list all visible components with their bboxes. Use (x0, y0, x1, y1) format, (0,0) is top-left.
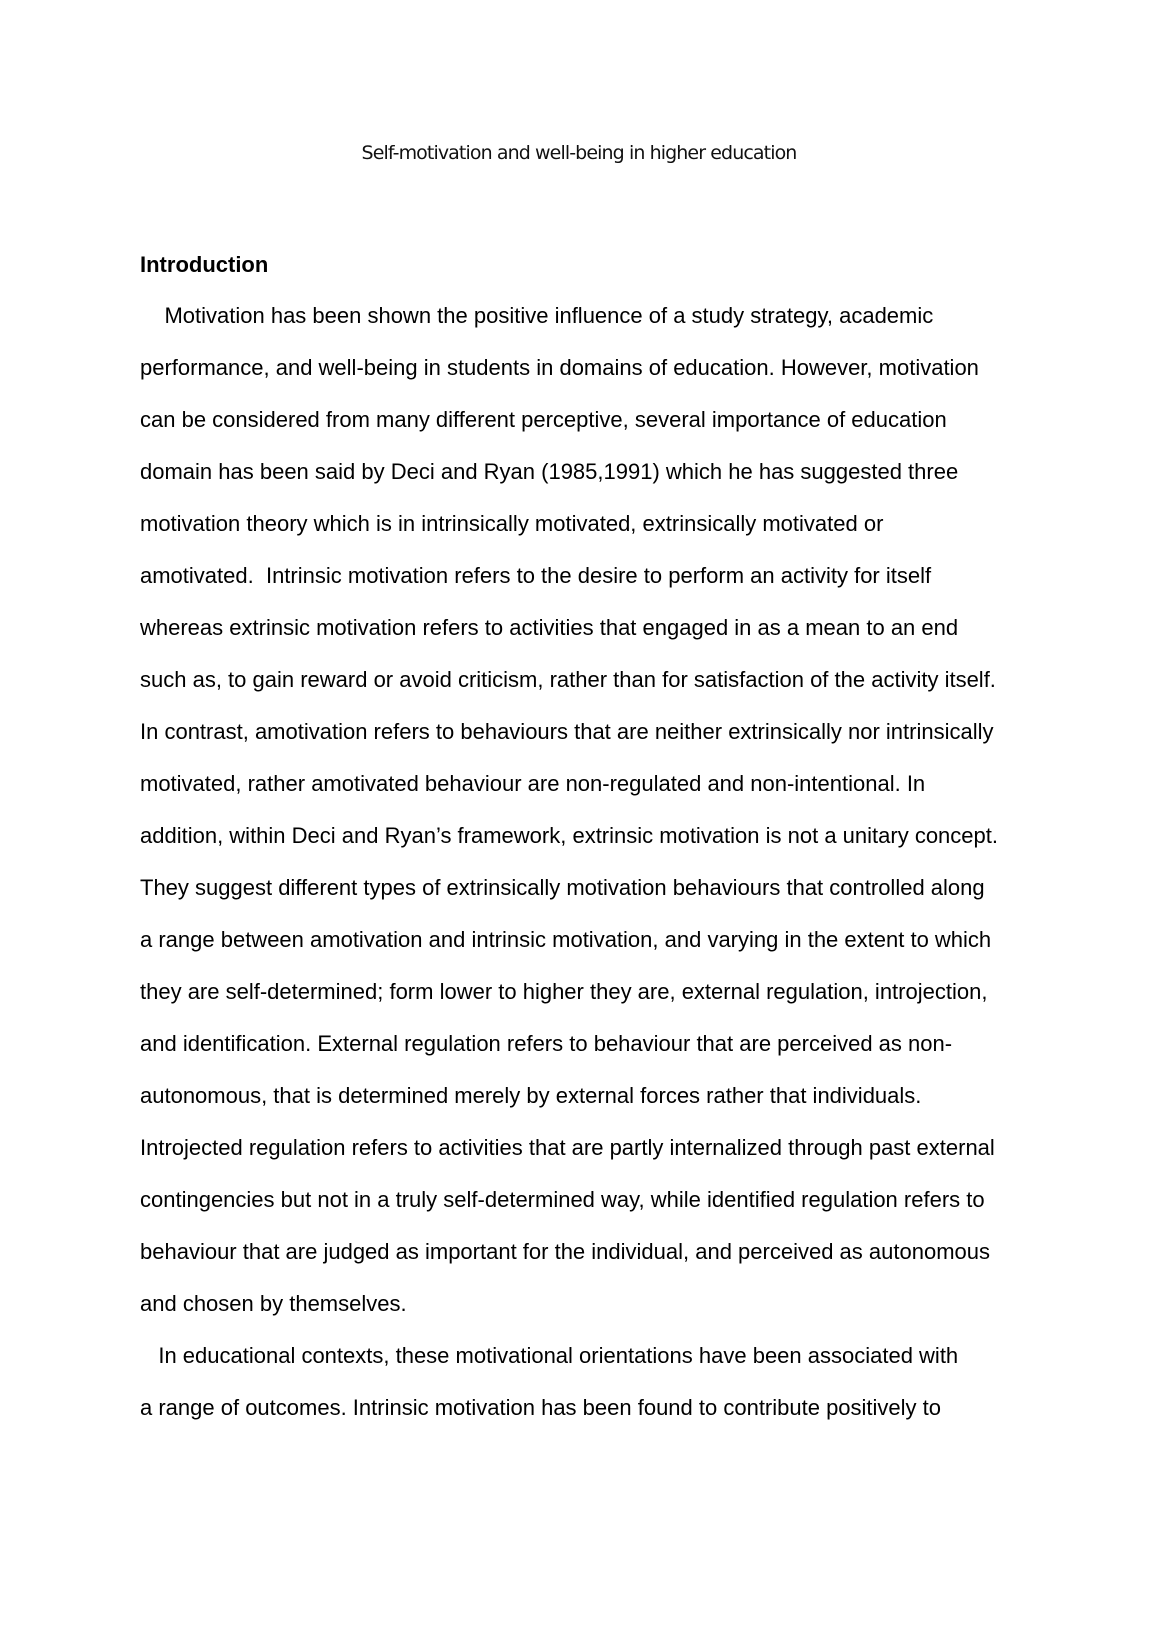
body-line: Motivation has been shown the positive influence of a study strategy, academic (140, 303, 934, 328)
document-title: Self-motivation and well-being in higher education (361, 142, 797, 164)
body-line: In educational contexts, these motivational orientations have been associated with (140, 1343, 959, 1368)
body-line: whereas extrinsic motivation refers to activities that engaged in as a mean to an end (140, 615, 959, 640)
body-line: a range between amotivation and intrinsic motivation, and varying in the extent to which (140, 927, 992, 952)
body-line: performance, and well-being in students in domains of education. However, motivation (140, 355, 979, 380)
section-heading: Introduction (140, 252, 269, 277)
body-line: they are self-determined; form lower to higher they are, external regulation, introjection, (140, 979, 988, 1004)
body-line: autonomous, that is determined merely by external forces rather that individuals. (140, 1083, 922, 1108)
body-line: addition, within Deci and Ryan’s framework, extrinsic motivation is not a unitary concept. (140, 823, 998, 848)
body-line: In contrast, amotivation refers to behaviours that are neither extrinsically nor intrinsically (140, 719, 994, 744)
body-line: and identification. External regulation refers to behaviour that are perceived as non- (140, 1031, 953, 1056)
body-line: They suggest different types of extrinsically motivation behaviours that controlled along (140, 875, 985, 900)
body-line: and chosen by themselves. (140, 1291, 407, 1316)
body-line: domain has been said by Deci and Ryan (1985,1991) which he has suggested three (140, 459, 959, 484)
body-line: can be considered from many different perceptive, several importance of education (140, 407, 947, 432)
body-line: amotivated. Intrinsic motivation refers to the desire to perform an activity for itself (140, 563, 932, 588)
body-line: Introjected regulation refers to activities that are partly internalized through past external (140, 1135, 995, 1160)
body-line: behaviour that are judged as important for the individual, and perceived as autonomous (140, 1239, 990, 1264)
body-line: motivation theory which is in intrinsically motivated, extrinsically motivated or (140, 511, 884, 536)
body-line: a range of outcomes. Intrinsic motivation has been found to contribute positively to (140, 1395, 942, 1420)
body-line: motivated, rather amotivated behaviour are non-regulated and non-intentional. In (140, 771, 926, 796)
body-line: such as, to gain reward or avoid criticism, rather than for satisfaction of the activity itself. (140, 667, 996, 692)
body-line: contingencies but not in a truly self-determined way, while identified regulation refers to (140, 1187, 985, 1212)
